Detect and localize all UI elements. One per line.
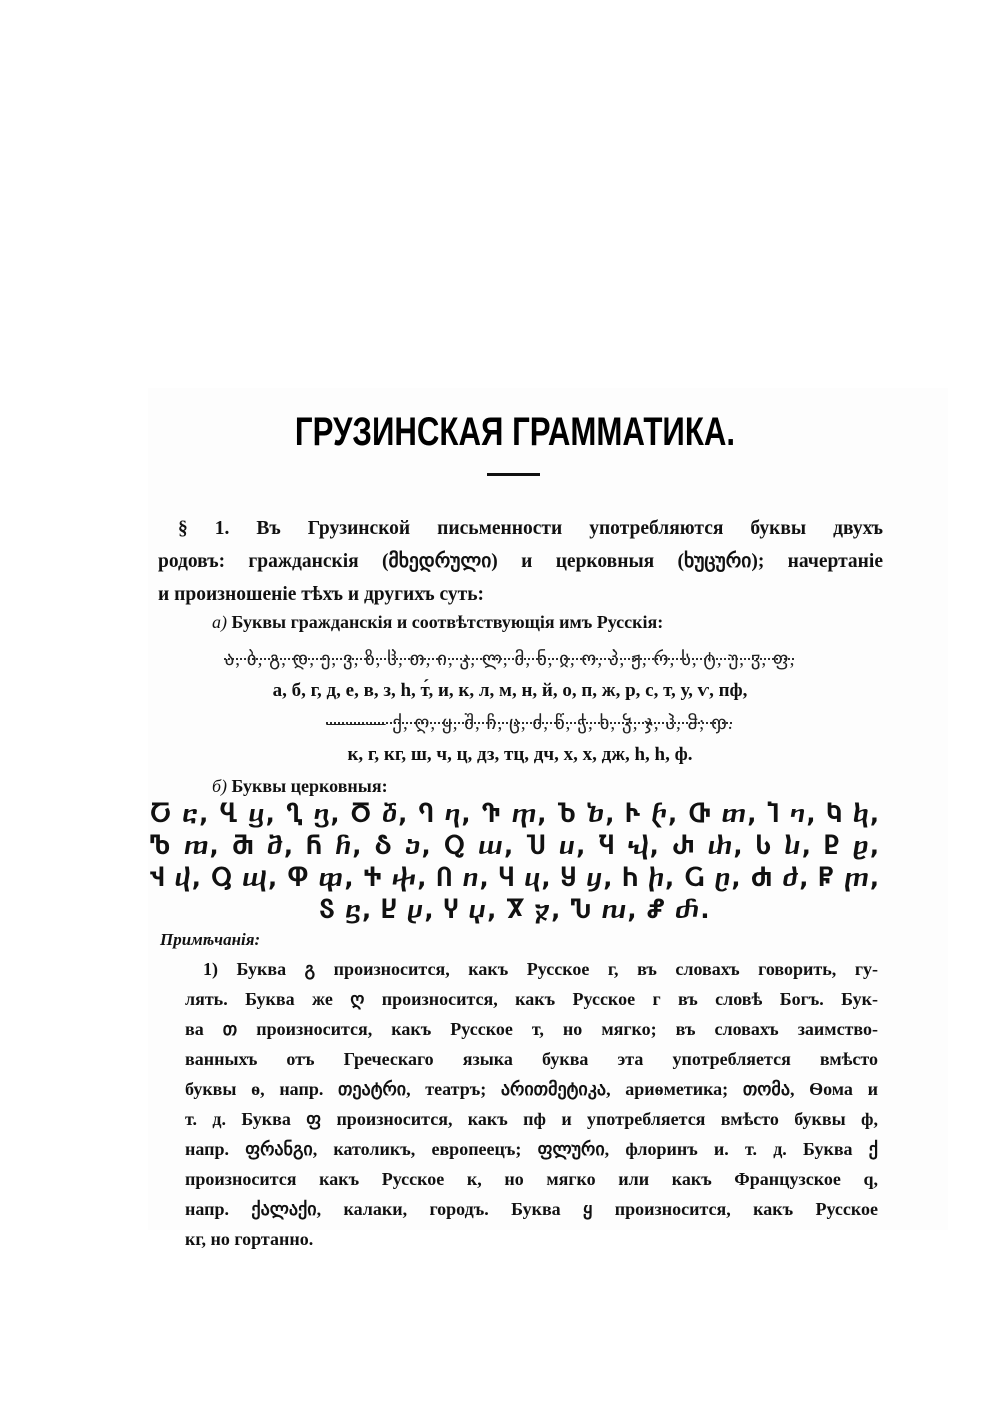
subsection-b-label: б) (212, 776, 228, 796)
church-letters-row-1: Ⴀ ⴀ, Ⴁ ⴁ, Ⴂ ⴂ, Ⴃ ⴃ, Ⴄ ⴄ, Ⴅ ⴅ, Ⴆ ⴆ, Ⴡ ⴡ, Ⴇ ⴇ, Ⴈ ⴈ, Ⴉ ⴉ, (150, 800, 880, 828)
note-line: ва თ произносится, какъ Русское т, но мягко; въ словахъ заимство- (185, 1019, 878, 1039)
section-1-line-1: § 1. Въ Грузинской письменности употребляются буквы двухъ (178, 518, 883, 539)
note-line: 1) Буква გ произносится, какъ Русское г, въ словахъ говорить, гу- (203, 959, 878, 979)
section-1-line-3: и произношеніе тѣхъ и другихъ суть: (158, 584, 485, 605)
title-divider (487, 473, 540, 476)
notes-body (185, 954, 878, 1254)
page-title: ГРУЗИНСКАЯ ГРАММАТИКА. (294, 410, 736, 454)
note-line: буквы ѳ, напр. თეატრი, театръ; არითმეტიკა, ариѳметика; თომა, Ѳома и (185, 1079, 878, 1099)
subsection-b-heading (212, 776, 388, 797)
note-line: произносится какъ Русское к, но мягко или какъ Французское q, (185, 1169, 878, 1189)
church-letters-row-2: Ⴊ ⴊ, Ⴋ ⴋ, Ⴌ ⴌ, Ⴢ ⴢ, Ⴍ ⴍ, Ⴎ ⴎ, Ⴏ ⴏ, Ⴐ ⴐ, Ⴑ ⴑ, Ⴒ ⴒ, (150, 832, 880, 860)
section-1-paragraph (158, 512, 883, 611)
subsection-a-text: Буквы гражданскія и соотвѣтствующія имъ Русскія: (231, 612, 664, 632)
notes-heading: Примѣчанія: (160, 930, 261, 949)
note-line: лять. Буква же ღ произносится, какъ Русское г въ словѣ Богъ. Бук- (185, 989, 878, 1009)
note-line: ванныхъ отъ Греческаго языка буква эта употребляется вмѣсто (185, 1049, 878, 1069)
church-letters-row-3: Ⴣ ⴣ, Ⴓ ⴓ, Ⴔ ⴔ, Ⴕ ⴕ, Ⴖ ⴖ, Ⴗ ⴗ, Ⴘ ⴘ, Ⴙ ⴙ, Ⴚ ⴚ, Ⴛ ⴛ, Ⴜ ⴜ, (150, 864, 880, 892)
church-letters-row-4: Ⴝ ⴝ, Ⴞ ⴞ, Ⴤ ⴤ, Ⴟ ⴟ, Ⴠ ⴠ, Ⴥ ⴥ. (319, 896, 711, 924)
russian-equivalents-row-1: а, б, г, д, е, в, з, һ, т́, и, к, л, м, н, й, о, п, ж, р, с, т, у, ѵ, пф, (272, 680, 748, 701)
note-line: напр. ქალაქი, калаки, городъ. Буква ყ произносится, какъ Русское (185, 1199, 878, 1219)
russian-equivalents-row-2: к, г, кг, ш, ч, ц, дз, тц, дч, х, х, дж, һ, һ, ф. (347, 744, 693, 765)
section-1-line-2: родовъ: гражданскія (მხედრული) и церковныя (ხუცური); начертаніе (158, 551, 883, 572)
georgian-civil-row-2: ——— ქ, ღ, ყ, შ, ჩ, ც, ძ, წ, ჭ, ხ, ჴ, ჯ, ჰ, ჵ; ჶ. (326, 713, 734, 734)
subsection-a-heading (212, 612, 663, 633)
note-line: т. д. Буква ფ произносится, какъ пф и употребляется вмѣсто буквы ф, (185, 1109, 878, 1129)
subsection-a-label: а) (212, 612, 227, 632)
note-line: кг, но гортанно. (185, 1229, 314, 1249)
subsection-b-text: Буквы церковныя: (231, 776, 388, 796)
note-line: напр. ფრანგი, католикъ, европеецъ; ფლური, флоринъ и. т. д. Буква ქ (185, 1139, 878, 1159)
georgian-civil-row-1: ა, ბ, გ, დ, ე, ვ, ზ, ჱ, თ, ი, კ, ლ, მ, ნ, ჲ, ო, პ, ჟ, რ, ს, ტ, უ, ჳ, ფ, (224, 649, 796, 670)
